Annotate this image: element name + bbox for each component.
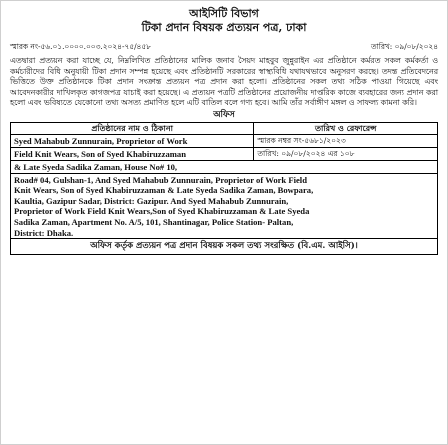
table-cell-reference-line: তারিখ: ০৯/০৮/২০২৪ এর ১০৮ — [254, 147, 438, 160]
address-line: Proprietor of Work Field Knit Wears,Son of Syed Khabiruzzaman & Late Syeda — [14, 206, 310, 217]
signer-designation: অফিস — [213, 109, 235, 120]
office-title: আইসিটি বিভাগ — [189, 7, 259, 20]
certificate-body: এতদ্বারা প্রত্যয়ন করা যাচ্ছে যে, নিম্নলিখিত প্রতিষ্ঠানের মালিক জনাব সৈয়দ মাহবুব জুন্নুরাইন এর প্রতিষ্ঠানে কর্মরত সকল কর্মকর্তা ও কর্মচারীদের বিধি অনুযায়ী টিকা প্রদান সম্পন্ন হয়েছে এবং প্রতিষ্ঠানটি সরকারের স্বাস্থ্যবিধি যথাযথভাবে অনুসরণ করছে। তদন্ত প্রতিবেদনের ভিত্তিতে উক্ত প্রতিষ্ঠানকে টিকা প্রদান সংক্রান্ত প্রত্যয়ন পত্র প্রদান করা হলো। প্রতিষ্ঠানের সকল তথ্য সঠিক পাওয়া গিয়েছে এবং আবেদনকারীর দাখিলকৃত কাগজপত্র যাচাই করা হয়েছে। এ প্রত্যয়ন পত্রটি প্রতিষ্ঠানের প্রয়োজনীয় দাপ্তরিক কাজে ব্যবহারের জন্য প্রদান করা হলো এবং ভবিষ্যতে যেকোনো তথ্য অসত্য প্রমাণিত হলে এটি বাতিল বলে গণ্য হবে। আমি তাঁর সর্বাঙ্গীণ মঙ্গল ও সাফল্য কামনা করি। — [10, 56, 438, 108]
document-header — [10, 7, 438, 35]
address-line: Kaultia, Gazipur Sadar, District: Gazipur. And Syed Mahabub Zunnurain, — [14, 195, 289, 206]
table-cell-address-block — [11, 173, 438, 239]
table-row — [11, 147, 438, 160]
footer-note: অফিস কর্তৃক প্রত্যয়ন পত্র প্রদান বিষয়ক সকল তথ্য সংরক্ষিত (বি.এম. আইসি)। — [10, 239, 438, 255]
reference-line — [10, 42, 438, 52]
address-line: Sadika Zaman, Apartment No. A/5, 101, Shantinagar, Police Station- Paltan, — [14, 216, 294, 227]
memo-number: স্মারক নং-৫৬.০১.০০০০.০০৩.২০২৪-৭৫/৪৫৮ — [10, 42, 151, 51]
address-line: District: Dhaka. — [14, 227, 74, 238]
details-table — [10, 122, 438, 239]
table-cell-reference-line: স্মারক নম্বর সং-৫৬৮১/২০২৩ — [254, 134, 438, 147]
table-header-row — [11, 122, 438, 134]
issue-date: তারিখ: ০৯/০৮/২০২৪ — [371, 42, 438, 51]
table-cell-address-line: Syed Mahabub Zunnurain, Proprietor of Work — [11, 134, 254, 147]
table-row — [11, 173, 438, 239]
table-row — [11, 160, 438, 173]
address-line: Knit Wears, Son of Syed Khabiruzzaman & Late Syeda Sadika Zaman, Bowpara, — [14, 185, 314, 196]
address-line: Road# 04, Gulshan-1, And Syed Mahabub Zunnurain, Proprietor of Work Field — [14, 174, 307, 185]
table-cell-address-line: Field Knit Wears, Son of Syed Khabiruzzaman — [11, 147, 254, 160]
table-row — [11, 134, 438, 147]
table-header-reference: তারিখ ও রেফারেন্স — [254, 122, 438, 134]
office-subtitle: টিকা প্রদান বিষয়ক প্রত্যয়ন পত্র, ঢাকা — [141, 21, 307, 34]
table-cell-address-line: & Late Syeda Sadika Zaman, House No# 10, — [11, 160, 438, 173]
table-header-name-address: প্রতিষ্ঠানের নাম ও ঠিকানা — [11, 122, 254, 134]
